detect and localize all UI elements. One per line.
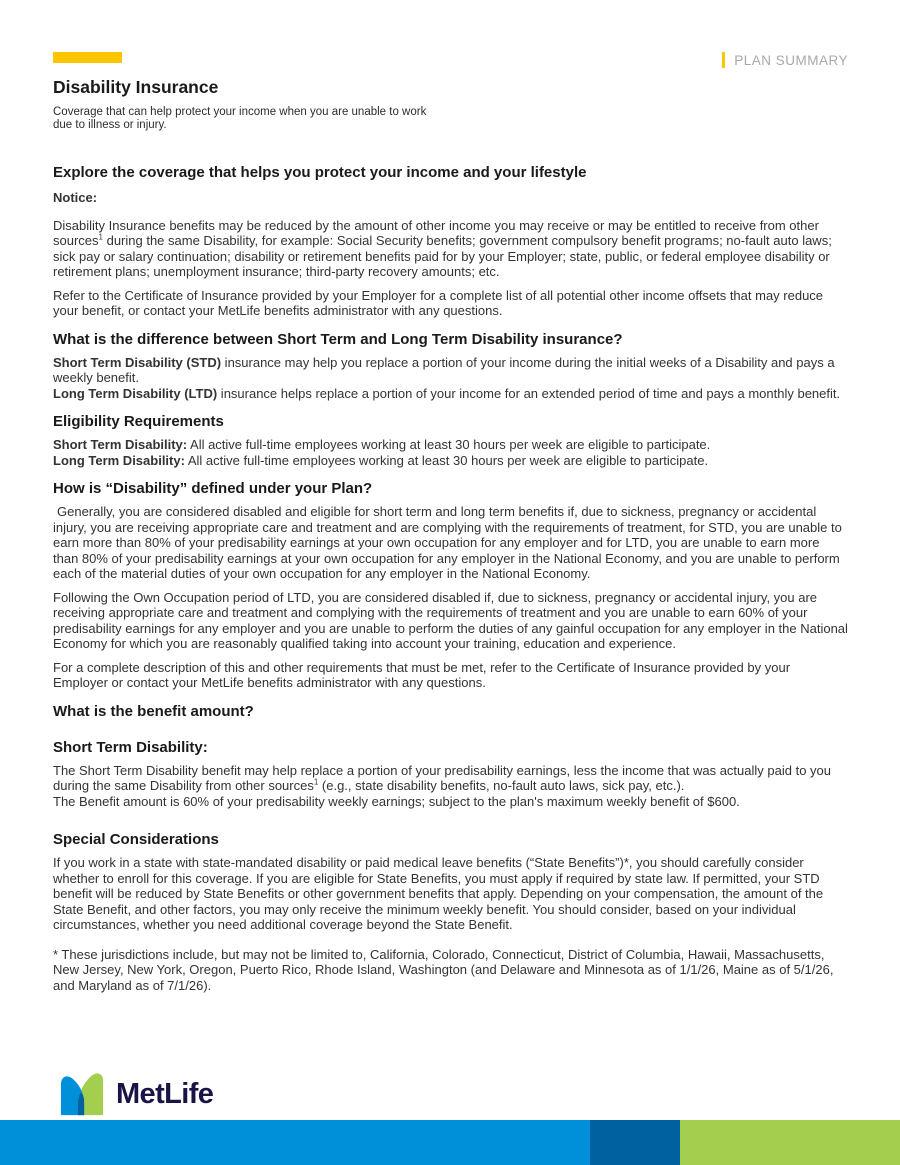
block-h2: What is the benefit amount? [53,702,254,720]
block-p: Short Term Disability (STD) insurance may help you replace a portion of your income during the initial weeks of a Disability and pays a weekly benefit. Long Term Disability (LTD) insurance helps replace a portion of your income for an extended period of time and pays a monthly benefit. [53,354,841,401]
block-p: Disability Insurance benefits may be reduced by the amount of other income you may receive or may be entitled to receive from other sources$^1$ during the same Disability, for example: Social Security benefits; government compulsory benefit programs; no-fault auto laws; sick pay or salary continuation; disability or retirement benefits paid for by your Employer; state, public, or federal employee disability or retirement plans; unemployment insurance; third-party recovery amounts; etc. [53,217,832,279]
block-p: For a complete description of this and other requirements that must be met, refer to the Certificate of Insurance provided by your Employer or contact your MetLife benefits administrator with any questions. [53,659,791,690]
block-p: Generally, you are considered disabled and eligible for short term and long term benefits if, due to sickness, pregnancy or accidental injury, you are receiving appropriate care and treatment and are complying with the requirements of treatment, for STD, you are unable to earn more than 80% of your predisability earnings at your own occupation for any employer and for LTD, you are unable to earn more than 80% of your predisability earnings at your own occupation for any employer in the National Economy, and you are unable to perform each of the material duties of your own occupation for any employer in the National Economy. [53,504,842,581]
footer-bar-darkblue [590,1120,681,1165]
block-p: Following the Own Occupation period of LTD, you are considered disabled if, due to sickness, pregnancy or accidental injury, you are receiving appropriate care and treatment and complying with the requirements of treatment and you are unable to earn 60% of your predisability earnings for any employer and you are unable to perform the duties of any gainful occupation for any employer in the National Economy for which you are reasonably qualified taking into account your training, education and experience. [53,589,848,651]
block-h2: What is the difference between Short Term and Long Term Disability insurance? [53,330,623,348]
document-body [53,164,848,993]
footer-bar-lightblue [0,1120,590,1165]
block-label: Notice: [53,190,98,205]
block-p: The Short Term Disability benefit may help replace a portion of your predisability earnings, less the income that was actually paid to you during the same Disability from other sources$^1$ (e.g., state disability benefits, no-fault auto laws, sick pay, etc.). The Benefit amount is 60% of your predisability weekly earnings; subject to the plan's maximum weekly benefit of $600. [53,762,831,809]
plan-summary-tag [722,52,848,68]
metlife-logo [59,1071,213,1117]
accent-bar [53,52,122,63]
footer-bar-green [680,1120,900,1165]
block-h1: Explore the coverage that helps you protect your income and your lifestyle [53,164,587,181]
block-h2: Special Considerations [53,831,219,848]
block-footnote: * These jurisdictions include, but may not be limited to, California, Colorado, Connecticut, District of Columbia, Hawaii, Massachusetts, New Jersey, New York, Oregon, Puerto Rico, Rhode Island, Washington (and Delaware and Minnesota as of 1/1/26, Maine as of 5/1/26, and Maryland as of 7/1/26). [53,946,834,993]
footer-color-bar [0,1120,900,1165]
page-title: Disability Insurance [53,77,219,97]
metlife-wordmark: MetLife [116,1077,214,1110]
block-p: Short Term Disability: All active full-time employees working at least 30 hours per week are eligible to participate. Long Term Disability: All active full-time employees working at least 30 hours per week are eligible to participate. [53,437,711,468]
block-h2: Eligibility Requirements [53,413,224,430]
block-h2: How is “Disability” defined under your Plan? [53,480,373,497]
metlife-logo-mark-icon [59,1071,105,1117]
block-p: If you work in a state with state-mandated disability or paid medical leave benefits (“State Benefits”)*, you should carefully consider whether to enroll for this coverage. If you are eligible for State Benefits, you must apply if required by state law. If permitted, your STD benefit will be reduced by State Benefits or other government benefits that apply. Depending on your compensation, the amount of the State Benefit, and other factors, you may only receive the minimum weekly benefit. You should consider, based on your individual circumstances, whether you need additional coverage beyond the State Benefit. [53,855,824,932]
page-subtitle: Coverage that can help protect your income when you are unable to work due to illness or injury. [53,106,427,131]
plan-summary-pipe-icon [722,52,725,68]
plan-summary-label: PLAN SUMMARY [734,52,848,68]
block-h2: Short Term Disability: [53,738,208,756]
block-p: Refer to the Certificate of Insurance provided by your Employer for a complete list of all potential other income offsets that may reduce your benefit, or contact your MetLife benefits administrator with any questions. [53,287,824,318]
